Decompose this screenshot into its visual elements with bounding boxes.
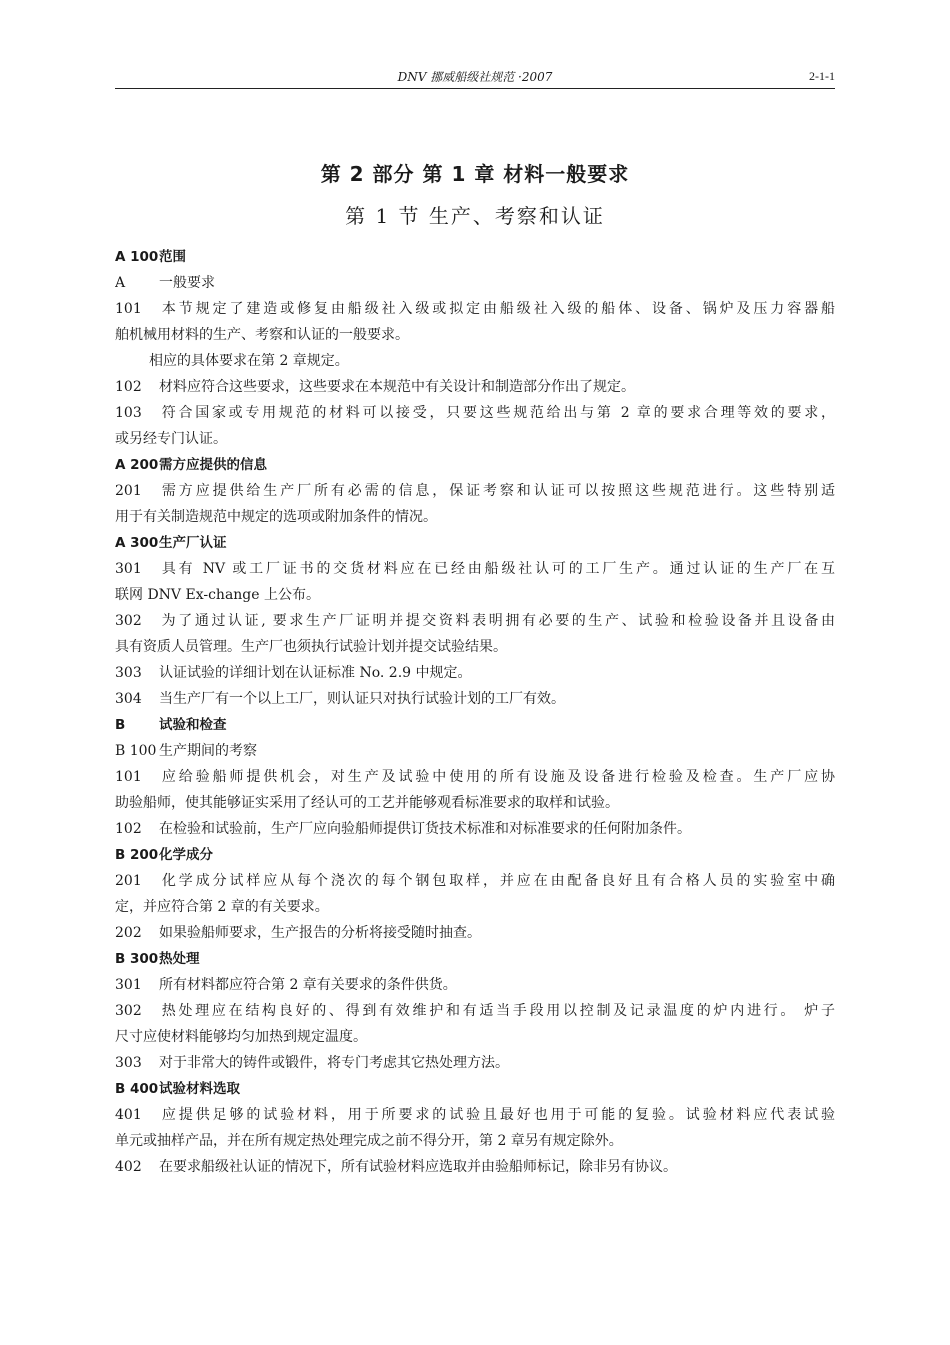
- line-text: 化学成分: [159, 847, 213, 863]
- document-body: [115, 244, 835, 1180]
- paragraph-line: [115, 1050, 835, 1076]
- line-text: 应提供足够的试验材料，用于所要求的试验且最好也用于可能的复验。试验材料应代表试验: [159, 1107, 835, 1123]
- paragraph-line: [115, 400, 835, 426]
- clause-number: 101: [115, 301, 142, 317]
- section-title: 第 1 节 生产、考察和认证: [345, 204, 605, 228]
- line-text: 具有 NV 或工厂证书的交货材料应在已经由船级社认可的工厂生产。通过认证的生产厂在互: [159, 561, 835, 577]
- line-text: 需方应提供给生产厂所有必需的信息，保证考察和认证可以按照这些规范进行。这些特别适: [159, 483, 835, 499]
- line-text: 生产期间的考察: [159, 743, 257, 759]
- section-heading: [115, 1076, 835, 1102]
- paragraph-line: [115, 348, 835, 374]
- paragraph-line: [115, 920, 835, 946]
- running-header: [115, 66, 835, 89]
- line-text: 应给验船师提供机会，对生产及试验中使用的所有设施及设备进行检验及检查。生产厂应协: [159, 769, 835, 785]
- paragraph-line: [115, 556, 835, 582]
- section-heading: [115, 244, 835, 270]
- line-text: 具有资质人员管理。生产厂也须执行试验计划并提交试验结果。: [115, 639, 507, 655]
- section-heading: [115, 452, 835, 478]
- line-text: 当生产厂有一个以上工厂，则认证只对执行试验计划的工厂有效。: [159, 691, 565, 707]
- clause-number: A 200: [115, 457, 159, 473]
- paragraph-line: [115, 582, 835, 608]
- paragraph-line: [115, 972, 835, 998]
- clause-number: 201: [115, 483, 142, 499]
- clause-number: 303: [115, 665, 142, 681]
- clause-number: 303: [115, 1055, 142, 1071]
- paragraph-line: [115, 868, 835, 894]
- line-text: 定，并应符合第 2 章的有关要求。: [115, 899, 329, 915]
- line-text: 热处理: [159, 951, 200, 967]
- line-text: 联网 DNV Ex-change 上公布。: [115, 587, 321, 603]
- line-text: 范围: [159, 249, 186, 265]
- clause-number: B 400: [115, 1081, 159, 1097]
- paragraph-line: [115, 998, 835, 1024]
- paragraph-line: [115, 608, 835, 634]
- clause-number: B 300: [115, 951, 159, 967]
- line-text: 或另经专门认证。: [115, 431, 227, 447]
- clause-number: B 100: [115, 743, 157, 759]
- paragraph-line: [115, 816, 835, 842]
- line-text: 对于非常大的铸件或锻件，将专门考虑其它热处理方法。: [159, 1055, 509, 1071]
- paragraph-line: [115, 1024, 835, 1050]
- clause-number: B 200: [115, 847, 159, 863]
- section-heading: [115, 738, 835, 764]
- paragraph-line: [115, 686, 835, 712]
- line-text: 在要求船级社认证的情况下，所有试验材料应选取并由验船师标记，除非另有协议。: [159, 1159, 677, 1175]
- line-text: 所有材料都应符合第 2 章有关要求的条件供货。: [159, 977, 457, 993]
- line-text: 舶机械用材料的生产、考察和认证的一般要求。: [115, 327, 409, 343]
- clause-number: 304: [115, 691, 142, 707]
- line-text: 单元或抽样产品，并在所有规定热处理完成之前不得分开，第 2 章另有规定除外。: [115, 1133, 623, 1149]
- paragraph-line: [115, 374, 835, 400]
- line-text: 需方应提供的信息: [159, 457, 267, 473]
- page-number: 2-1-1: [809, 69, 835, 83]
- clause-number: 402: [115, 1159, 142, 1175]
- line-text: 助验船师，使其能够证实采用了经认可的工艺并能够观看标准要求的取样和试验。: [115, 795, 619, 811]
- paragraph-line: [115, 790, 835, 816]
- clause-number: 401: [115, 1107, 142, 1123]
- paragraph-line: [115, 1102, 835, 1128]
- clause-number: 202: [115, 925, 142, 941]
- paragraph-line: [115, 660, 835, 686]
- section-heading: [115, 530, 835, 556]
- clause-number: 102: [115, 379, 142, 395]
- clause-number: 302: [115, 613, 142, 629]
- clause-number: 101: [115, 769, 142, 785]
- section-heading: [115, 842, 835, 868]
- paragraph-line: [115, 894, 835, 920]
- paragraph-line: [115, 296, 835, 322]
- section-heading: [115, 946, 835, 972]
- clause-number: A 100: [115, 249, 159, 265]
- line-text: 一般要求: [159, 275, 215, 291]
- paragraph-line: [115, 1154, 835, 1180]
- clause-number: 301: [115, 977, 142, 993]
- line-text: 热处理应在结构良好的、得到有效维护和有适当手段用以控制及记录温度的炉内进行。 炉子: [159, 1003, 835, 1019]
- line-text: 试验材料选取: [159, 1081, 240, 1097]
- line-text: 相应的具体要求在第 2 章规定。: [149, 353, 349, 369]
- paragraph-line: [115, 426, 835, 452]
- clause-number: A 300: [115, 535, 159, 551]
- clause-number: 302: [115, 1003, 142, 1019]
- paragraph-line: [115, 478, 835, 504]
- paragraph-line: [115, 634, 835, 660]
- chapter-title: 第 2 部分 第 1 章 材料一般要求: [320, 162, 630, 186]
- line-text: 化学成分试样应从每个浇次的每个钢包取样，并应在由配备良好且有合格人员的实验室中确: [159, 873, 835, 889]
- clause-number: A: [115, 275, 126, 291]
- line-text: 如果验船师要求，生产报告的分析将接受随时抽查。: [159, 925, 481, 941]
- clause-number: 301: [115, 561, 142, 577]
- clause-number: B: [115, 717, 126, 733]
- paragraph-line: [115, 322, 835, 348]
- header-title: DNV 挪威船级社规范 ·2007: [397, 70, 553, 84]
- line-text: 本节规定了建造或修复由船级社入级或拟定由船级社入级的船体、设备、锅炉及压力容器船: [159, 301, 835, 317]
- line-text: 用于有关制造规范中规定的选项或附加条件的情况。: [115, 509, 437, 525]
- line-text: 生产厂认证: [159, 535, 227, 551]
- clause-number: 103: [115, 405, 142, 421]
- line-text: 试验和检查: [159, 717, 227, 733]
- line-text: 尺寸应使材料能够均匀加热到规定温度。: [115, 1029, 367, 1045]
- paragraph-line: [115, 1128, 835, 1154]
- line-text: 为了通过认证, 要求生产厂证明并提交资料表明拥有必要的生产、试验和检验设备并且设备由: [159, 613, 835, 629]
- paragraph-line: [115, 504, 835, 530]
- line-text: 在检验和试验前，生产厂应向验船师提供订货技术标准和对标准要求的任何附加条件。: [159, 821, 691, 837]
- section-heading: [115, 270, 835, 296]
- clause-number: 102: [115, 821, 142, 837]
- line-text: 符合国家或专用规范的材料可以接受，只要这些规范给出与第 2 章的要求合理等效的要求，: [159, 405, 835, 421]
- section-heading: [115, 712, 835, 738]
- line-text: 材料应符合这些要求，这些要求在本规范中有关设计和制造部分作出了规定。: [159, 379, 635, 395]
- paragraph-line: [115, 764, 835, 790]
- clause-number: 201: [115, 873, 142, 889]
- line-text: 认证试验的详细计划在认证标准 No. 2.9 中规定。: [159, 665, 472, 681]
